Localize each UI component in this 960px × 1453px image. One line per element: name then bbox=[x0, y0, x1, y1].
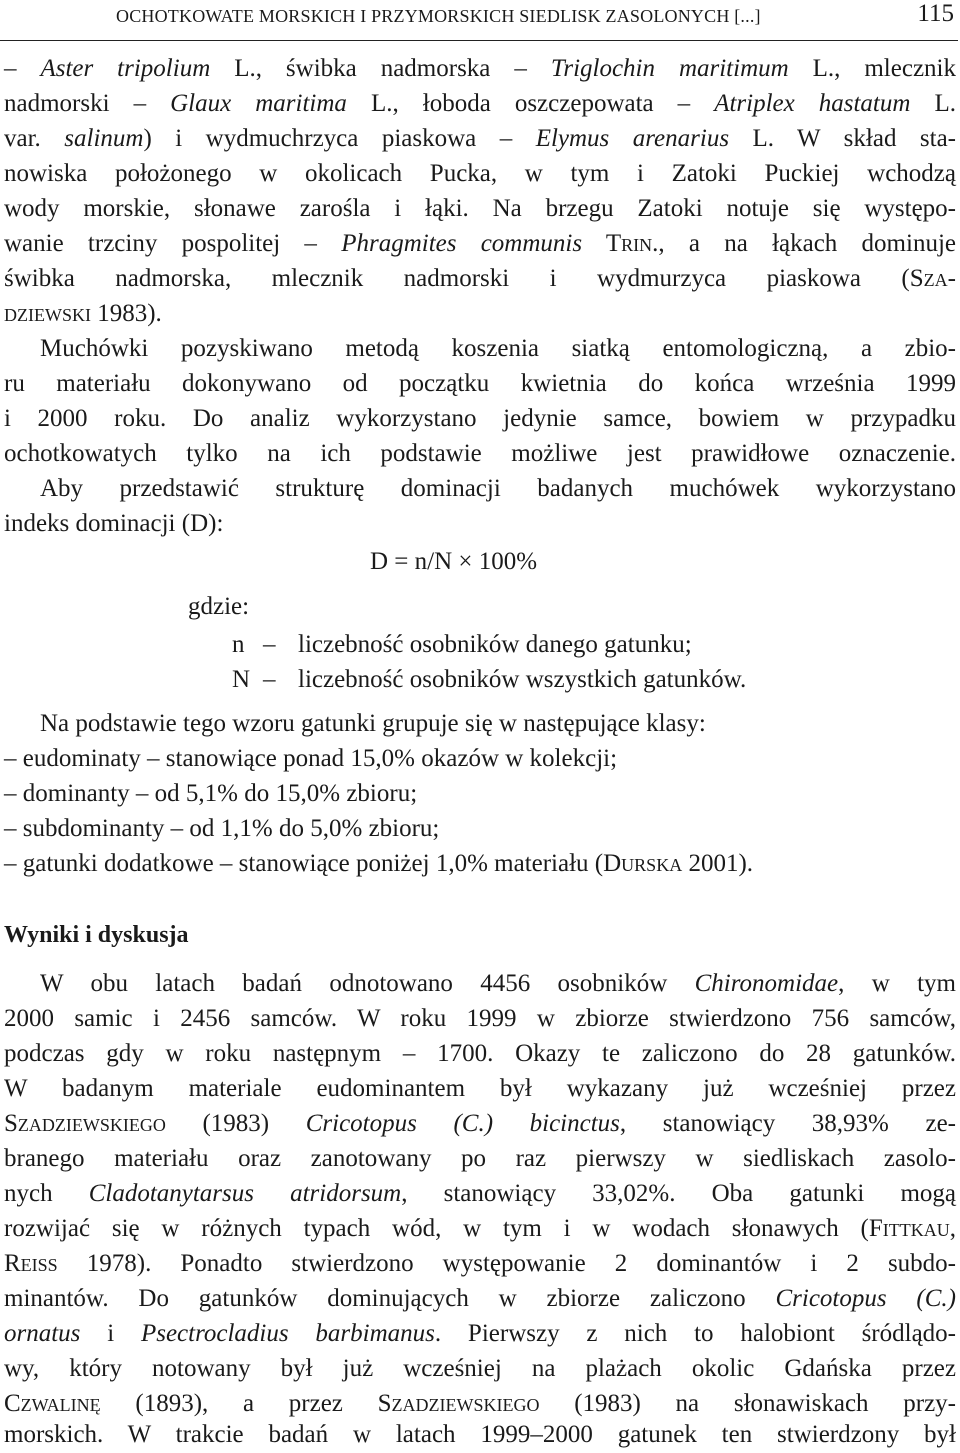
text-line: rozwijać się w różnych typach wód, w tym i w wodach słonawych (Fittkau, bbox=[4, 1215, 956, 1242]
text-line: 2000 samic i 2456 samców. W roku 1999 w zbiorze stwierdzono 756 samców, bbox=[4, 1005, 956, 1032]
definition-dash: – bbox=[263, 631, 276, 658]
page-number: 115 bbox=[917, 0, 954, 27]
class-item: – gatunki dodatkowe – stanowiące poniżej 1,0% materiału (Durska 2001). bbox=[4, 850, 754, 877]
definition-text: liczebność osobników wszystkich gatunków. bbox=[298, 666, 747, 693]
page-header bbox=[0, 0, 958, 41]
class-item: – subdominanty – od 1,1% do 5,0% zbioru; bbox=[4, 815, 440, 842]
text-line: Aby przedstawić strukturę dominacji badanych muchówek wykorzystano bbox=[40, 475, 956, 502]
text-line: ochotkowatych tylko na ich podstawie możliwe jest prawidłowe oznaczenie. bbox=[4, 440, 956, 467]
text-line: ru materiału dokonywano od początku kwietnia do końca września 1999 bbox=[4, 370, 956, 397]
text-line: minantów. Do gatunków dominujących w zbiorze zaliczono Cricotopus (C.) bbox=[4, 1285, 956, 1312]
text-line: W obu latach badań odnotowano 4456 osobników Chironomidae, w tym bbox=[40, 970, 957, 997]
text-line: nowiska położonego w okolicach Pucka, w tym i Zatoki Puckiej wchodzą bbox=[4, 160, 956, 187]
text-line: Muchówki pozyskiwano metodą koszenia siatką entomologiczną, a zbio- bbox=[40, 335, 956, 362]
section-heading: Wyniki i dyskusja bbox=[4, 922, 189, 948]
definition-dash: – bbox=[263, 666, 276, 693]
text-line: wody morskie, słonawe zarośla i łąki. Na brzegu Zatoki notuje się występo- bbox=[4, 195, 956, 222]
text-line: – Aster tripolium L., świbka nadmorska – Triglochin maritimum L., mlecznik bbox=[4, 55, 956, 82]
text-line: var. salinum) i wydmuchrzyca piaskowa – Elymus arenarius L. W skład sta- bbox=[4, 125, 957, 152]
text-line: nych Cladotanytarsus atridorsum, stanowiący 33,02%. Oba gatunki mogą bbox=[4, 1180, 956, 1207]
text-line: branego materiału oraz zanotowany po raz pierwszy w siedliskach zasolo- bbox=[4, 1145, 956, 1172]
text-line: Na podstawie tego wzoru gatunki grupuje się w następujące klasy: bbox=[40, 710, 706, 737]
text-line: ornatus i Psectrocladius barbimanus. Pierwszy z nich to halobiont śródlądo- bbox=[4, 1320, 956, 1347]
text-line: nadmorski – Glaux maritima L., łoboda oszczepowata – Atriplex hastatum L. bbox=[4, 90, 956, 117]
formula-where-label: gdzie: bbox=[188, 593, 250, 620]
definition-symbol: n bbox=[232, 631, 245, 658]
text-line: Szadziewskiego (1983) Cricotopus (C.) bicinctus, stanowiący 38,93% ze- bbox=[4, 1110, 956, 1137]
definition-symbol: N bbox=[232, 666, 251, 693]
text-line: wanie trzciny pospolitej – Phragmites communis Trin., a na łąkach dominuje bbox=[4, 230, 956, 257]
class-item: – eudominaty – stanowiące ponad 15,0% okazów w kolekcji; bbox=[4, 745, 618, 772]
text-line: Czwalinę (1893), a przez Szadziewskiego (1983) na słonawiskach przy- bbox=[4, 1390, 956, 1417]
text-line: dziewski 1983). bbox=[4, 300, 162, 327]
running-title: OCHOTKOWATE MORSKICH I PRZYMORSKICH SIEDLISK ZASOLONYCH [...] bbox=[116, 6, 761, 26]
class-item: – dominanty – od 5,1% do 15,0% zbioru; bbox=[4, 780, 418, 807]
text-line: Reiss 1978). Ponadto stwierdzono występowanie 2 dominantów i 2 subdo- bbox=[4, 1250, 956, 1277]
text-line: i 2000 roku. Do analiz wykorzystano jedynie samce, bowiem w przypadku bbox=[4, 405, 956, 432]
text-line: wy, który notowany był już wcześniej na plażach okolic Gdańska przez bbox=[4, 1355, 956, 1382]
text-line: świbka nadmorska, mlecznik nadmorski i wydmurzyca piaskowa (Sza- bbox=[4, 265, 956, 292]
dominance-formula: D = n/N × 100% bbox=[370, 548, 538, 575]
text-line: podczas gdy w roku następnym – 1700. Okazy te zaliczono do 28 gatunków. bbox=[4, 1040, 956, 1067]
definition-text: liczebność osobników danego gatunku; bbox=[298, 631, 692, 658]
text-line: W badanym materiale eudominantem był wykazany już wcześniej przez bbox=[4, 1075, 956, 1102]
text-line: indeks dominacji (D): bbox=[4, 510, 224, 537]
text-line: morskich. W trakcie badań w latach 1999–2000 gatunek ten stwierdzony był bbox=[4, 1421, 956, 1448]
